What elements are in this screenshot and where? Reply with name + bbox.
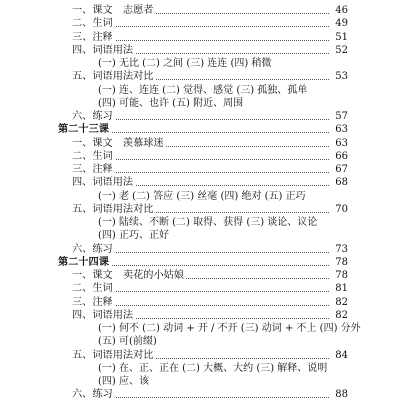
entry-label: 三、注释 bbox=[72, 296, 113, 308]
toc-subentry: (一) 何不 (二) 动词 + 开 / 不开 (三) 动词 + 不上 (四) 分外 bbox=[98, 323, 361, 334]
entry-label: 四、词语用法 bbox=[72, 309, 134, 321]
page-number: 49 bbox=[330, 17, 348, 30]
toc-entry-row[interactable] bbox=[0, 31, 400, 44]
toc-entry-row[interactable] bbox=[0, 137, 400, 150]
toc-chapter-row[interactable] bbox=[0, 123, 400, 136]
toc-entry-row[interactable] bbox=[0, 44, 400, 57]
entry-label: 六、练习 bbox=[72, 111, 113, 122]
entry-label: 六、练习 bbox=[72, 243, 113, 255]
page-number: 68 bbox=[330, 176, 348, 189]
entry-label: 四、词语用法 bbox=[72, 177, 134, 189]
toc-subentry: (一) 无比 (二) 之间 (三) 连连 (四) 稍微 bbox=[98, 58, 272, 69]
page-number: 51 bbox=[330, 31, 348, 44]
entry-label: 五、词语用法对比 bbox=[72, 203, 154, 215]
toc-entry-row[interactable] bbox=[0, 203, 400, 216]
page-number: 57 bbox=[330, 110, 348, 123]
entry-label: 三、注释 bbox=[72, 164, 113, 175]
page-number: 63 bbox=[330, 123, 348, 136]
toc-entry-row[interactable] bbox=[0, 282, 400, 295]
toc-entry-row[interactable] bbox=[0, 4, 400, 17]
toc-subentry: (四) 可能、也许 (五) 附近、周围 bbox=[98, 97, 244, 109]
entry-label: 一、课文 志愿者 bbox=[72, 5, 154, 16]
entry-label: 二、生词 bbox=[72, 283, 113, 295]
page-number: 63 bbox=[330, 137, 348, 150]
toc-subentry: (一) 在、正、正在 (二) 大概、大约 (三) 解释、说明 bbox=[98, 362, 328, 374]
page-number: 78 bbox=[330, 256, 348, 269]
toc-entry-row[interactable] bbox=[0, 388, 400, 401]
entry-label: 二、生词 bbox=[72, 18, 113, 30]
entry-label: 五、词语用法对比 bbox=[72, 71, 154, 83]
toc-chapter-row[interactable] bbox=[0, 256, 400, 269]
chapter-title: 第二十三课 bbox=[58, 123, 109, 136]
page-number: 82 bbox=[330, 309, 348, 322]
toc-entry-row[interactable] bbox=[0, 17, 400, 30]
page-number: 67 bbox=[330, 163, 348, 176]
page-number: 46 bbox=[330, 4, 348, 17]
toc-subentry: (四) 正巧、正好 bbox=[98, 230, 169, 242]
page-number: 81 bbox=[330, 282, 348, 295]
entry-label: 四、词语用法 bbox=[72, 44, 134, 56]
entry-label: 二、生词 bbox=[72, 150, 113, 162]
toc-entry-row[interactable] bbox=[0, 176, 400, 189]
chapter-title: 第二十四课 bbox=[58, 255, 109, 268]
page-number: 73 bbox=[330, 243, 348, 256]
page-number: 82 bbox=[330, 296, 348, 309]
toc-entry-row[interactable] bbox=[0, 70, 400, 83]
entry-label: 三、注释 bbox=[72, 31, 113, 43]
toc-entry-row[interactable] bbox=[0, 309, 400, 322]
page-number: 66 bbox=[330, 150, 348, 163]
entry-label: 一、课文 羡慕球迷 bbox=[72, 137, 164, 149]
toc-subentry: (一) 连、连连 (二) 觉得、感觉 (三) 孤独、孤单 bbox=[98, 84, 308, 96]
page-number: 88 bbox=[330, 388, 348, 401]
page-number: 52 bbox=[330, 44, 348, 57]
page-number: 78 bbox=[330, 269, 348, 282]
toc-subentry: (四) 应、该 bbox=[98, 376, 149, 387]
toc-entry-row[interactable] bbox=[0, 349, 400, 362]
entry-label: 五、词语用法对比 bbox=[72, 349, 154, 361]
toc-entry-row[interactable] bbox=[0, 150, 400, 163]
toc-entry-row[interactable] bbox=[0, 269, 400, 282]
toc-subentry: (一) 老 (二) 答应 (三) 丝毫 (四) 绝对 (五) 正巧 bbox=[98, 190, 306, 202]
page-number: 53 bbox=[330, 70, 348, 83]
toc-subentry: (五) 可(前缀) bbox=[98, 336, 157, 348]
page-number: 84 bbox=[330, 349, 348, 362]
toc-entry-row[interactable] bbox=[0, 163, 400, 176]
page-number: 70 bbox=[330, 203, 348, 216]
entry-label: 一、课文 卖花的小姑娘 bbox=[72, 270, 185, 281]
toc-entry-row[interactable] bbox=[0, 110, 400, 123]
toc-entry-row[interactable] bbox=[0, 243, 400, 256]
entry-label: 六、练习 bbox=[72, 389, 113, 401]
toc-entry-row[interactable] bbox=[0, 296, 400, 309]
toc-subentry: (一) 陆续、不断 (二) 取得、获得 (三) 谈论、议论 bbox=[98, 217, 318, 228]
